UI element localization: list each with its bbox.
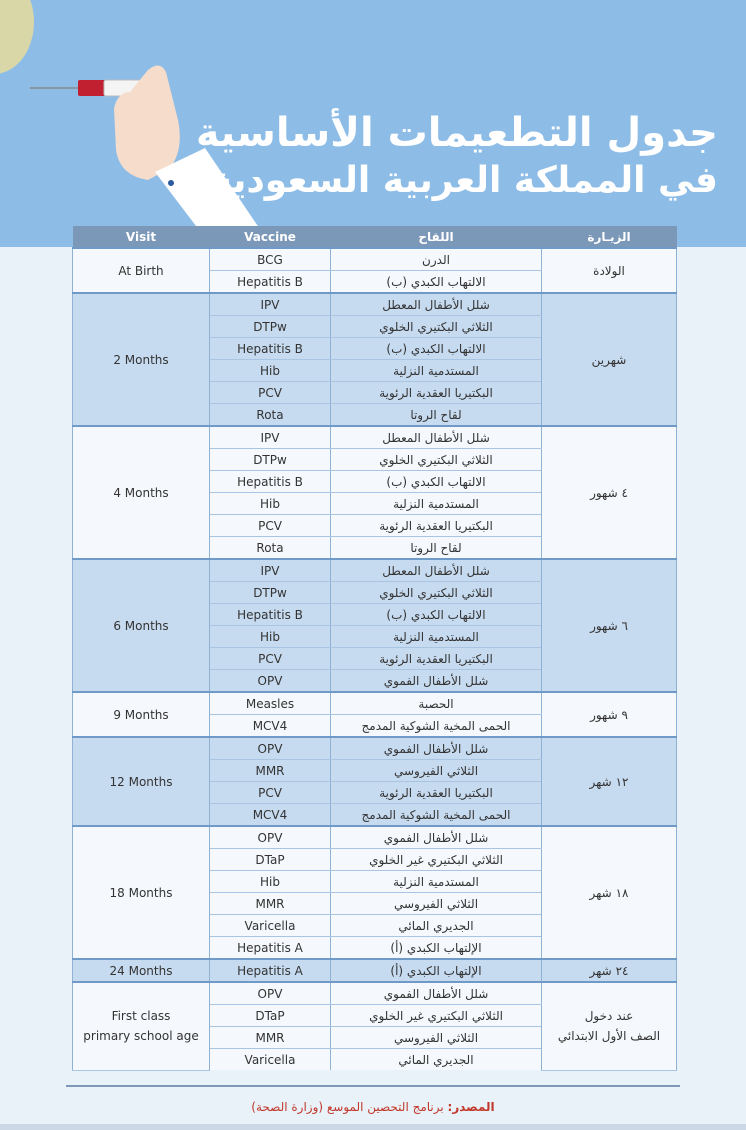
vaccine-cell: Rota <box>210 404 331 427</box>
visit-ar-cell: ١٢ شهر <box>542 737 677 826</box>
vaccine-ar-cell: الحمى المخية الشوكية المدمج <box>331 804 542 827</box>
col-header-visit: Visit <box>73 226 210 248</box>
vaccine-ar-cell: الالتهاب الكبدي (ب) <box>331 271 542 294</box>
vaccine-cell: OPV <box>210 826 331 849</box>
vaccine-ar-cell: الإلتهاب الكبدي (أ) <box>331 937 542 960</box>
visit-ar-cell: ٢٤ شهر <box>542 959 677 982</box>
vaccine-ar-cell: شلل الأطفال الفموي <box>331 982 542 1005</box>
header-banner <box>0 0 746 247</box>
vaccine-cell: Hepatitis B <box>210 338 331 360</box>
vaccine-cell: PCV <box>210 648 331 670</box>
vaccine-ar-cell: الالتهاب الكبدي (ب) <box>331 471 542 493</box>
vaccine-cell: PCV <box>210 782 331 804</box>
vaccine-ar-cell: شلل الأطفال المعطل <box>331 426 542 449</box>
vaccine-ar-cell: البكتيريا العقدية الرئوية <box>331 515 542 537</box>
table-header-row <box>73 226 677 248</box>
table-row <box>73 959 677 982</box>
visit-ar-cell: ٤ شهور <box>542 426 677 559</box>
visit-cell: 24 Months <box>73 959 210 982</box>
visit-cell: 18 Months <box>73 826 210 959</box>
vaccine-ar-cell: شلل الأطفال الفموي <box>331 826 542 849</box>
vaccine-cell: Hepatitis B <box>210 271 331 294</box>
visit-cell: At Birth <box>73 248 210 293</box>
vaccine-cell: DTaP <box>210 1005 331 1027</box>
visit-group <box>73 426 677 559</box>
vaccine-cell: Hib <box>210 871 331 893</box>
visit-cell: First class primary school age <box>73 982 210 1070</box>
vaccine-ar-cell: الحصبة <box>331 692 542 715</box>
vaccine-ar-cell: الثلاثي الفيروسي <box>331 1027 542 1049</box>
vaccine-ar-cell: الثلاثي البكتيري الخلوي <box>331 582 542 604</box>
visit-cell: 12 Months <box>73 737 210 826</box>
vaccine-ar-cell: شلل الأطفال الفموي <box>331 670 542 693</box>
vaccine-cell: Hib <box>210 493 331 515</box>
visit-ar-cell: ١٨ شهر <box>542 826 677 959</box>
vaccination-schedule-table <box>72 226 677 1071</box>
vaccine-ar-cell: البكتيريا العقدية الرئوية <box>331 782 542 804</box>
visit-group <box>73 559 677 692</box>
vaccine-cell: Hepatitis A <box>210 959 331 982</box>
vaccine-ar-cell: شلل الأطفال الفموي <box>331 737 542 760</box>
visit-group <box>73 293 677 426</box>
vaccine-ar-cell: المستدمية النزلية <box>331 626 542 648</box>
source-note <box>0 1100 746 1114</box>
vaccine-ar-cell: المستدمية النزلية <box>331 493 542 515</box>
footer-strip <box>0 1124 746 1130</box>
vaccine-cell: Measles <box>210 692 331 715</box>
visit-group <box>73 248 677 293</box>
table-row <box>73 826 677 849</box>
visit-group <box>73 826 677 959</box>
vaccine-cell: IPV <box>210 559 331 582</box>
vaccine-ar-cell: البكتيريا العقدية الرئوية <box>331 382 542 404</box>
vaccine-ar-cell: لقاح الروتا <box>331 404 542 427</box>
vaccine-ar-cell: الثلاثي البكتيري غير الخلوي <box>331 849 542 871</box>
vaccine-ar-cell: الثلاثي البكتيري غير الخلوي <box>331 1005 542 1027</box>
vaccine-ar-cell: الثلاثي البكتيري الخلوي <box>331 449 542 471</box>
vaccine-cell: Varicella <box>210 915 331 937</box>
vaccine-cell: Hib <box>210 360 331 382</box>
table-row <box>73 737 677 760</box>
vaccine-cell: Hepatitis B <box>210 471 331 493</box>
vaccine-ar-cell: الثلاثي الفيروسي <box>331 893 542 915</box>
vaccine-ar-cell: شلل الأطفال المعطل <box>331 293 542 316</box>
vaccine-ar-cell: الجديري المائي <box>331 915 542 937</box>
vaccine-cell: OPV <box>210 737 331 760</box>
vaccine-ar-cell: لقاح الروتا <box>331 537 542 560</box>
vaccine-cell: IPV <box>210 426 331 449</box>
vaccine-cell: MCV4 <box>210 804 331 827</box>
vaccine-cell: DTPw <box>210 316 331 338</box>
vaccine-cell: BCG <box>210 248 331 271</box>
visit-cell: 9 Months <box>73 692 210 737</box>
visit-cell: 6 Months <box>73 559 210 692</box>
table-row <box>73 426 677 449</box>
vaccine-cell: DTPw <box>210 449 331 471</box>
visit-group <box>73 959 677 982</box>
vaccine-cell: MCV4 <box>210 715 331 738</box>
visit-cell: 4 Months <box>73 426 210 559</box>
vaccine-cell: IPV <box>210 293 331 316</box>
vaccine-ar-cell: البكتيريا العقدية الرئوية <box>331 648 542 670</box>
source-label: المصدر: <box>447 1100 495 1114</box>
vaccine-cell: MMR <box>210 760 331 782</box>
vaccine-ar-cell: المستدمية النزلية <box>331 871 542 893</box>
table-row <box>73 692 677 715</box>
visit-ar-cell: ٦ شهور <box>542 559 677 692</box>
visit-ar-cell: ٩ شهور <box>542 692 677 737</box>
vaccine-cell: PCV <box>210 382 331 404</box>
shoulder-shape <box>0 0 34 74</box>
vaccine-ar-cell: الالتهاب الكبدي (ب) <box>331 338 542 360</box>
table-row <box>73 982 677 1005</box>
table-row <box>73 559 677 582</box>
vaccine-cell: DTPw <box>210 582 331 604</box>
col-header-visit-ar: الزيـارة <box>542 226 677 248</box>
vaccine-cell: DTaP <box>210 849 331 871</box>
vaccine-cell: OPV <box>210 982 331 1005</box>
vaccine-ar-cell: الثلاثي البكتيري الخلوي <box>331 316 542 338</box>
visit-ar-cell: شهرين <box>542 293 677 426</box>
vaccine-ar-cell: المستدمية النزلية <box>331 360 542 382</box>
vaccine-cell: Hib <box>210 626 331 648</box>
vaccine-cell: OPV <box>210 670 331 693</box>
source-value: برنامج التحصين الموسع (وزارة الصحة) <box>251 1100 444 1114</box>
vaccine-cell: Varicella <box>210 1049 331 1071</box>
vaccine-ar-cell: الدرن <box>331 248 542 271</box>
vaccine-cell: MMR <box>210 1027 331 1049</box>
vaccine-cell: Rota <box>210 537 331 560</box>
visit-group <box>73 692 677 737</box>
vaccine-ar-cell: الثلاثي الفيروسي <box>331 760 542 782</box>
visit-group <box>73 737 677 826</box>
table-row <box>73 293 677 316</box>
visit-ar-cell: عند دخول الصف الأول الابتدائي <box>542 982 677 1070</box>
vaccine-ar-cell: شلل الأطفال المعطل <box>331 559 542 582</box>
col-header-vaccine: Vaccine <box>210 226 331 248</box>
col-header-vaccine-ar: اللقاح <box>331 226 542 248</box>
page-title-line2: في المملكة العربية السعودية <box>210 160 718 201</box>
vaccine-cell: Hepatitis A <box>210 937 331 960</box>
vaccine-ar-cell: الجديري المائي <box>331 1049 542 1071</box>
visit-ar-cell: الولادة <box>542 248 677 293</box>
visit-cell: 2 Months <box>73 293 210 426</box>
page-title-line1: جدول التطعيمات الأساسية <box>195 110 718 156</box>
table-bottom-divider <box>66 1085 680 1087</box>
visit-group <box>73 982 677 1070</box>
vaccine-ar-cell: الالتهاب الكبدي (ب) <box>331 604 542 626</box>
vaccine-ar-cell: الإلتهاب الكبدي (أ) <box>331 959 542 982</box>
vaccine-cell: PCV <box>210 515 331 537</box>
vaccine-ar-cell: الحمى المخية الشوكية المدمج <box>331 715 542 738</box>
vaccine-cell: Hepatitis B <box>210 604 331 626</box>
table-row <box>73 248 677 271</box>
vaccine-cell: MMR <box>210 893 331 915</box>
